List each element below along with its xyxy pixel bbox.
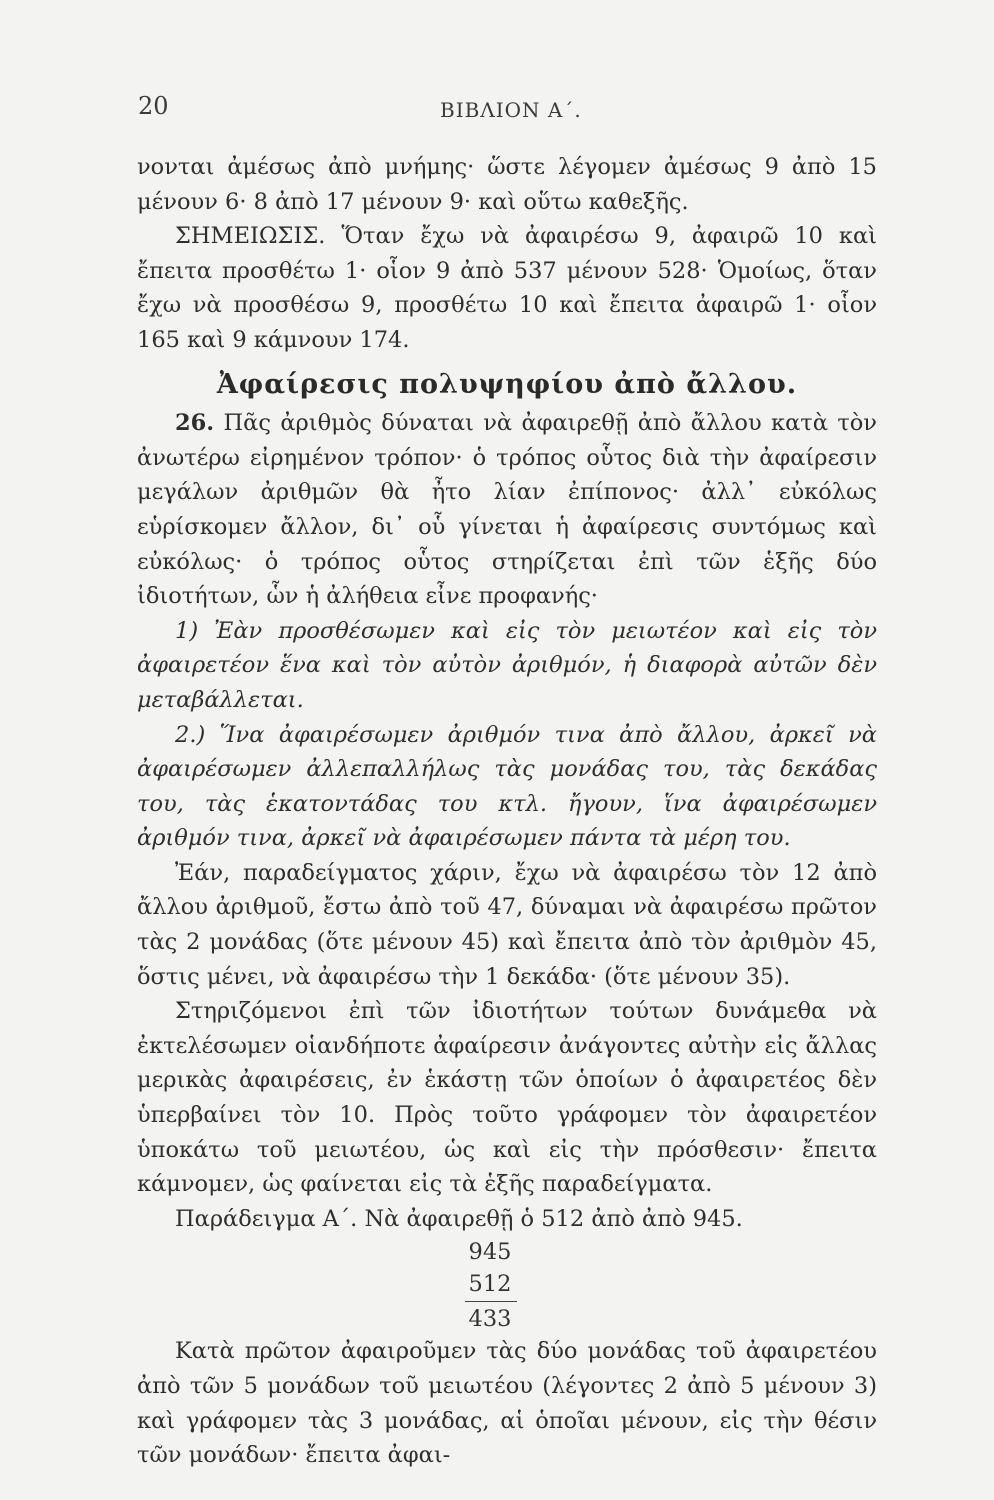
- property-rule-1: 1) Ἐὰν προσθέσωμεν καὶ εἰς τὸν μειωτέον καὶ εἰς τὸν ἀφαιρετέον ἕνα καὶ τὸν αὐτὸν ἀριθμόν, ἡ διαφορὰ αὐτῶν δὲν μεταβάλλεται.: [137, 617, 877, 713]
- paragraph-note: ΣΗΜΕΙΩΣΙΣ. Ὅταν ἔχω νὰ ἀφαιρέσω 9, ἀφαιρῶ 10 καὶ ἔπειτα προσθέτω 1· οἷον 9 ἀπὸ 537 μένουν 528· Ὁμοίως, ὅταν ἔχω νὰ προσθέσω 9, προσθέτω 10 καὶ ἔπειτα ἀφαιρῶ 1· οἷον 165 καὶ 9 κάμνουν 174.: [137, 223, 877, 353]
- page-header: [138, 92, 874, 132]
- subtraction-calculation: [465, 1236, 585, 1334]
- paragraph-example-explanation: Ἐάν, παραδείγματος χάριν, ἔχω νὰ ἀφαιρέσω τὸν 12 ἀπὸ ἄλλου ἀριθμοῦ, ἔστω ἀπὸ τοῦ 47, δύναμαι νὰ ἀφαιρέσω πρῶτον τὰς 2 μονάδας (ὅτε μένουν 45) καὶ ἔπειτα ἀπὸ τὸν ἀριθμὸν 45, ὅστις μένει, νὰ ἀφαιρέσω τὴν 1 δεκάδα· (ὅτε μένουν 35).: [137, 859, 877, 990]
- example-heading: Παράδειγμα Α΄. Νὰ ἀφαιρεθῇ ὁ 512 ἀπὸ ἀπὸ 945.: [175, 1205, 743, 1232]
- minuend: 945: [468, 1239, 512, 1266]
- paragraph-method: Στηριζόμενοι ἐπὶ τῶν ἰδιοτήτων τούτων δυνάμεθα νὰ ἐκτελέσωμεν οἱανδήποτε ἀφαίρεσιν ἀνάγοντες αὐτὴν εἰς ἄλλας μερικὰς ἀφαιρέσεις, ἐν ἑκάστῃ τῶν ὁποίων ὁ ἀφαιρετέος δὲν ὑπερβαίνει τὸν 10. Πρὸς τοῦτο γράφομεν τὸν ἀφαιρετέον ὑποκάτω τοῦ μειωτέου, ὡς καὶ εἰς τὴν πρόσθεσιν· ἔπειτα κάμνομεν, ὡς φαίνεται εἰς τὰ ἑξῆς παραδείγματα.: [137, 998, 877, 1198]
- section-heading: Ἀφαίρεσις πολυψηφίου ἀπὸ ἄλλου.: [216, 368, 798, 400]
- paragraph-26-text: Πᾶς ἀριθμὸς δύναται νὰ ἀφαιρεθῇ ἀπὸ ἄλλου κατὰ τὸν ἀνωτέρω εἰρημένον τρόπον· ὁ τρόπος οὗτος διὰ τὴν ἀφαίρεσιν μεγάλων ἀριθμῶν θὰ ἦτο λίαν ἐπίπονος· ἀλλ᾽ εὐκόλως εὑρίσκομεν ἄλλον, δι᾽ οὗ γίνεται ἡ ἀφαίρεσις συντόμως καὶ εὐκόλως· ὁ τρόπος οὗτος στηρίζεται ἐπὶ τῶν ἑξῆς δύο ἰδιοτήτων, ὧν ἡ ἀλήθεια εἶνε προφανής·: [137, 410, 877, 610]
- paragraph-26: [137, 406, 877, 614]
- subtrahend: 512: [468, 1271, 512, 1298]
- difference: 433: [468, 1306, 512, 1333]
- calculation-rule: [465, 1301, 517, 1302]
- paragraph-procedure: Κατὰ πρῶτον ἀφαιροῦμεν τὰς δύο μονάδας τοῦ ἀφαιρετέου ἀπὸ τῶν 5 μονάδων τοῦ μειωτέου (λέγοντες 2 ἀπὸ 5 μένουν 3) καὶ γράφομεν τὰς 3 μονάδας, αἱ ὁποῖαι μένουν, εἰς τὴν θέσιν τῶν μονάδων· ἔπειτα ἀφαι-: [137, 1338, 877, 1469]
- section-number: 26.: [175, 410, 215, 437]
- property-rule-2: 2.) Ἵνα ἀφαιρέσωμεν ἀριθμόν τινα ἀπὸ ἄλλου, ἀρκεῖ νὰ ἀφαιρέσωμεν ἀλλεπαλλήλως τὰς μονάδας του, τὰς δεκάδας του, τὰς ἑκατοντάδας του κτλ. ἤγουν, ἵνα ἀφαιρέσωμεν ἀριθμόν τινα, ἀρκεῖ νὰ ἀφαιρέσωμεν πάντα τὰ μέρη του.: [137, 721, 877, 852]
- running-head: ΒΙΒΛΙΟΝ Α΄.: [440, 98, 582, 122]
- page-number: 20: [138, 92, 169, 120]
- paragraph-continuation: νονται ἀμέσως ἀπὸ μνήμης· ὥστε λέγομεν ἀμέσως 9 ἀπὸ 15 μένουν 6· 8 ἀπὸ 17 μένουν 9· καὶ οὕτω καθεξῆς.: [137, 154, 877, 215]
- page-body: [137, 150, 877, 1473]
